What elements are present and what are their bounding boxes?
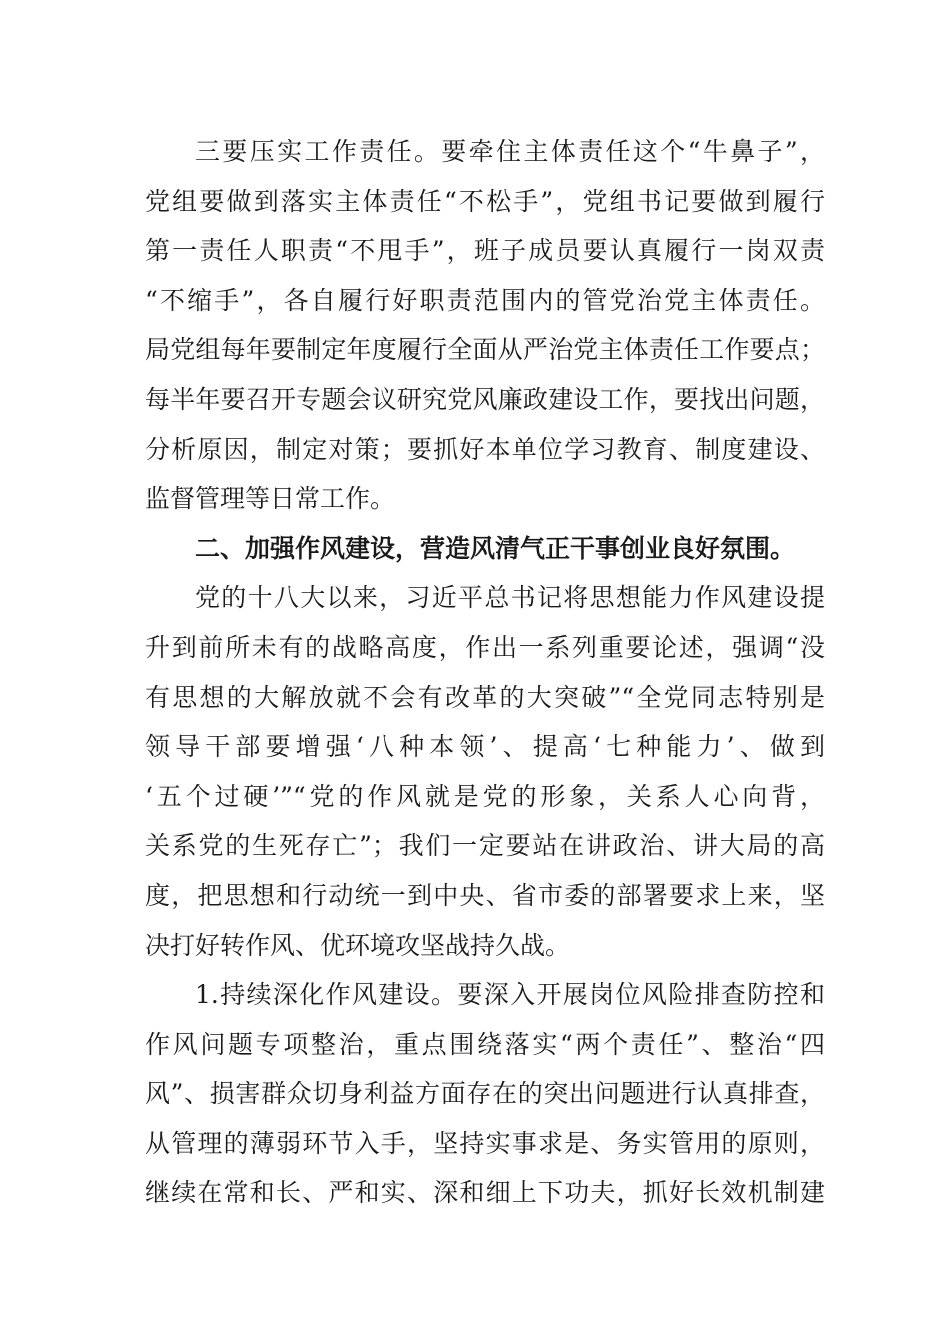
paragraph-line: 从管理的薄弱环节入手，坚持实事求是、务实管用的原则，	[145, 1128, 825, 1158]
paragraph-line: 决打好转作风、优环境攻坚战持久战。	[145, 930, 571, 960]
document-body	[145, 127, 825, 1218]
paragraph-line: 度，把思想和行动统一到中央、省市委的部署要求上来，坚	[145, 880, 825, 910]
paragraph-line: ‘五个过硬’”“党的作风就是党的形象，关系人心向背，	[145, 781, 825, 811]
paragraph-line: 领导干部要增强‘八种本领’、提高‘七种能力’、做到	[145, 732, 825, 762]
paragraph-line: 风”、损害群众切身利益方面存在的突出问题进行认真排查，	[145, 1079, 825, 1109]
paragraph-line: 党的十八大以来，习近平总书记将思想能力作风建设提	[195, 583, 825, 613]
section-heading: 二、加强作风建设，营造风清气正干事创业良好氛围。	[195, 533, 796, 563]
paragraph-line: 每半年要召开专题会议研究党风廉政建设工作，要找出问题，	[145, 384, 825, 414]
paragraph-line: “不缩手”，各自履行好职责范围内的管党治党主体责任。	[145, 285, 825, 315]
paragraph-line: 局党组每年要制定年度履行全面从严治党主体责任工作要点；	[145, 335, 825, 365]
paragraph-line: 1.持续深化作风建设。要深入开展岗位风险排查防控和	[195, 980, 825, 1010]
paragraph-line: 有思想的大解放就不会有改革的大突破”“全党同志特别是	[145, 682, 825, 712]
paragraph-line: 党组要做到落实主体责任“不松手”，党组书记要做到履行	[145, 186, 825, 216]
paragraph-line: 三要压实工作责任。要牵住主体责任这个“牛鼻子”，	[195, 137, 825, 166]
paragraph-line: 分析原因，制定对策；要抓好本单位学习教育、制度建设、	[145, 434, 825, 464]
paragraph-line: 第一责任人职责“不甩手”，班子成员要认真履行一岗双责	[145, 236, 825, 266]
paragraph-line: 升到前所未有的战略高度，作出一系列重要论述，强调“没	[145, 632, 825, 662]
paragraph-line: 监督管理等日常工作。	[145, 484, 396, 514]
paragraph-line: 继续在常和长、严和实、深和细上下功夫，抓好长效机制建	[145, 1178, 825, 1208]
paragraph-line: 关系党的生死存亡”；我们一定要站在讲政治、讲大局的高	[145, 831, 825, 861]
paragraph-line: 作风问题专项整治，重点围绕落实“两个责任”、整治“四	[145, 1029, 825, 1059]
